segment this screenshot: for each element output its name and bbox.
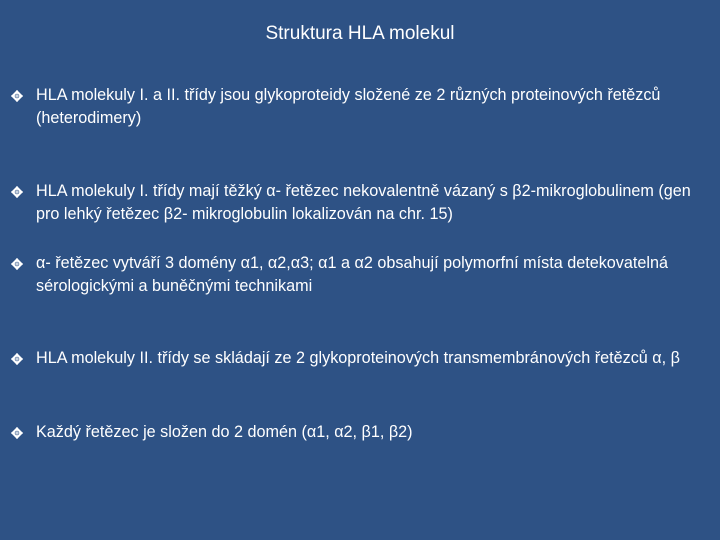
bullet-text: HLA molekuly II. třídy se skládají ze 2 glykoproteinových transmembránových řetězců α, β (36, 349, 680, 367)
bullet-text: HLA molekuly I. třídy mají těžký α- řetězec nekovalentně vázaný s β2-mikroglobulinem (gen pro lehký řetězec β2- mikroglobulin lokalizován na chr. 15) (36, 182, 691, 223)
bullet-item (10, 421, 715, 444)
diamond-bullet-icon (10, 89, 24, 103)
diamond-bullet-icon (10, 185, 24, 199)
bullet-text: HLA molekuly I. a II. třídy jsou glykoproteidy složené ze 2 různých proteinových řetězců (heterodimery) (36, 86, 661, 127)
bullet-text: α- řetězec vytváří 3 domény α1, α2,α3; α1 a α2 obsahují polymorfní místa detekovatelná sérologickými a buněčnými technikami (36, 254, 669, 295)
bullet-text: Každý řetězec je složen do 2 domén (α1, α2, β1, β2) (36, 423, 413, 441)
diamond-bullet-icon (10, 426, 24, 440)
bullet-item (10, 347, 715, 370)
diamond-bullet-icon (10, 257, 24, 271)
bullet-item (10, 84, 715, 130)
bullet-item (10, 252, 715, 298)
bullet-item (10, 180, 715, 226)
slide-title: Struktura HLA molekul (265, 23, 455, 44)
diamond-bullet-icon (10, 352, 24, 366)
